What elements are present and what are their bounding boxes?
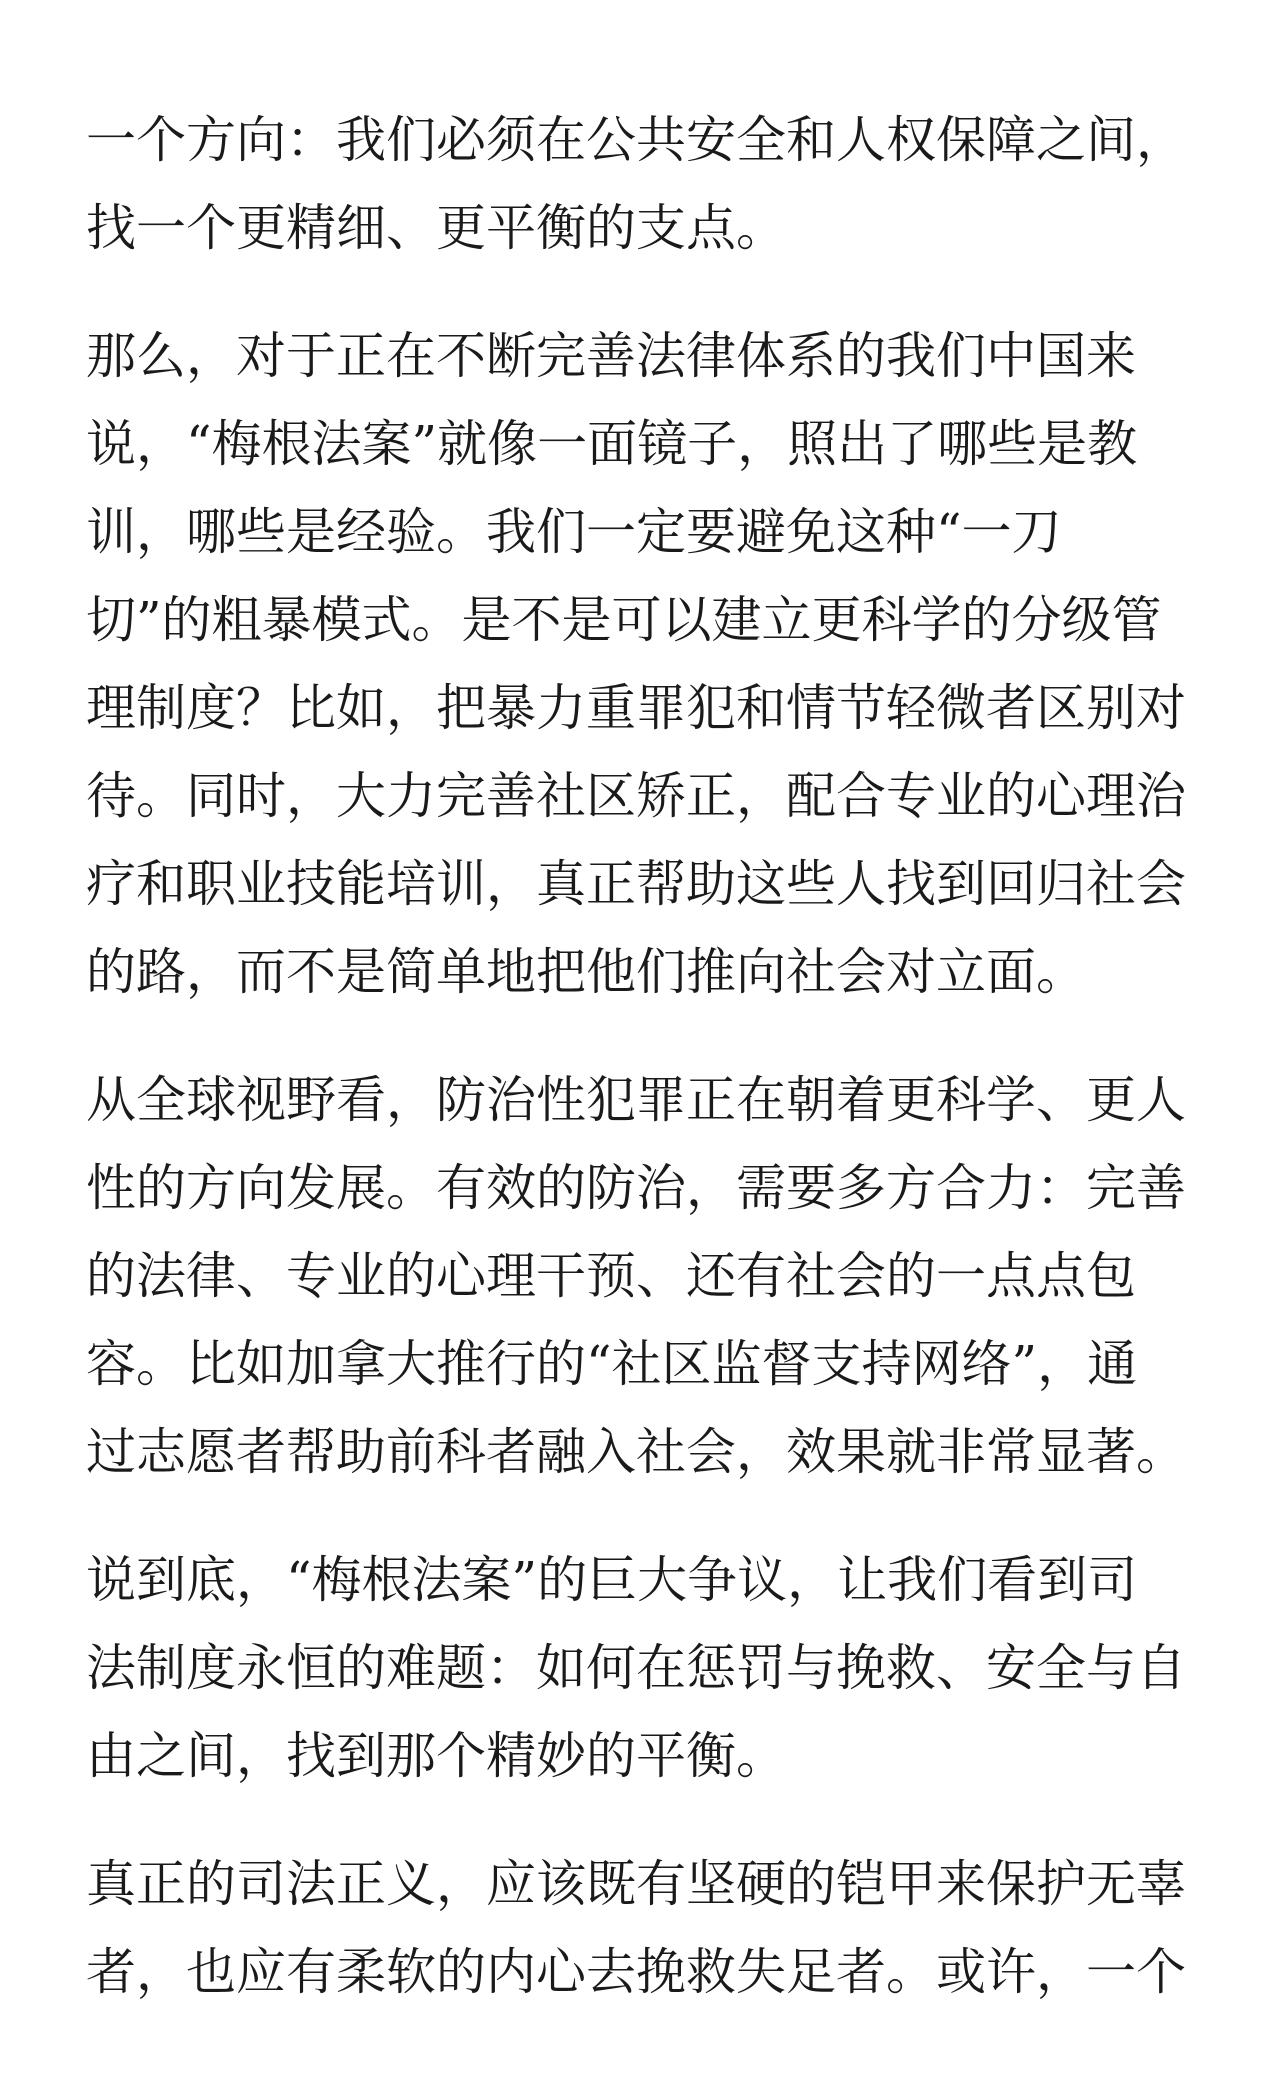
text-line: 真正的司法正义，应该既有坚硬的铠甲来保护无辜 [86, 1855, 1186, 1913]
text-line: 说到底，“梅根法案”的巨大争议，让我们看到司 [86, 1551, 1138, 1609]
text-line: 的法律、专业的心理干预、还有社会的一点点包 [86, 1247, 1136, 1305]
paragraph-2 [86, 312, 1196, 1016]
text-line: 法制度永恒的难题：如何在惩罚与挽救、安全与自 [86, 1639, 1186, 1697]
article-body [86, 96, 1196, 2056]
text-line: 容。比如加拿大推行的“社区监督支持网络”，通 [86, 1335, 1138, 1393]
text-line: 一个方向：我们必须在公共安全和人权保障之间， [86, 111, 1186, 169]
text-line: 训，哪些是经验。我们一定要避免这种“一刀 [86, 503, 1062, 561]
paragraph-1 [86, 96, 1196, 272]
text-line: 理制度？比如，把暴力重罪犯和情节轻微者区别对 [86, 679, 1186, 737]
text-line: 由之间，找到那个精妙的平衡。 [86, 1727, 786, 1785]
text-line: 切”的粗暴模式。是不是可以建立更科学的分级管 [86, 591, 1162, 649]
text-line: 那么，对于正在不断完善法律体系的我们中国来 [86, 327, 1136, 385]
text-line: 找一个更精细、更平衡的支点。 [86, 199, 786, 257]
text-line: 从全球视野看，防治性犯罪正在朝着更科学、更人 [86, 1071, 1186, 1129]
text-line: 者，也应有柔软的内心去挽救失足者。或许，一个 [86, 1943, 1186, 2001]
paragraph-5 [86, 1840, 1196, 2016]
text-line: 疗和职业技能培训，真正帮助这些人找到回归社会 [86, 855, 1186, 913]
text-line: 性的方向发展。有效的防治，需要多方合力：完善 [86, 1159, 1186, 1217]
text-line: 待。同时，大力完善社区矫正，配合专业的心理治 [86, 767, 1186, 825]
text-line: 过志愿者帮助前科者融入社会，效果就非常显著。 [86, 1423, 1186, 1481]
text-line: 说，“梅根法案”就像一面镜子，照出了哪些是教 [86, 415, 1138, 473]
paragraph-4 [86, 1536, 1196, 1800]
text-line: 的路，而不是简单地把他们推向社会对立面。 [86, 943, 1086, 1001]
paragraph-3 [86, 1056, 1196, 1496]
